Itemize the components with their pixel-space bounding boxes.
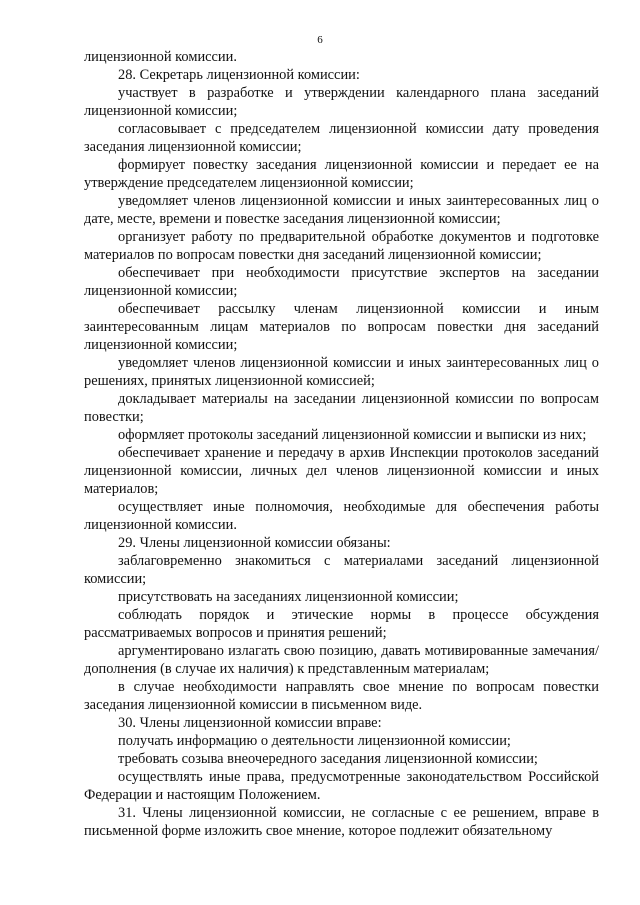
paragraph: обеспечивает при необходимости присутствие экспертов на заседании лицензионной комиссии; — [84, 265, 599, 299]
paragraph: докладывает материалы на заседании лицензионной комиссии по вопросам повестки; — [84, 391, 599, 425]
section-28-heading: 28. Секретарь лицензионной комиссии: — [118, 67, 360, 83]
paragraph: участвует в разработке и утверждении календарного плана заседаний лицензионной комиссии; — [84, 85, 599, 119]
paragraph: уведомляет членов лицензионной комиссии и иных заинтересованных лиц о решениях, принятых лицензионной комиссией; — [84, 355, 599, 389]
paragraph-continuation: лицензионной комиссии. — [84, 49, 237, 65]
paragraph: в случае необходимости направлять свое мнение по вопросам повестки заседания лицензионной комиссии в письменном виде. — [84, 679, 599, 713]
paragraph: согласовывает с председателем лицензионной комиссии дату проведения заседания лицензионной комиссии; — [84, 121, 599, 155]
document-body — [84, 48, 599, 840]
section-29-heading: 29. Члены лицензионной комиссии обязаны: — [118, 535, 391, 551]
paragraph: аргументировано излагать свою позицию, давать мотивированные замечания/дополнения (в случае их наличия) к представленным материалам; — [84, 643, 599, 677]
paragraph: получать информацию о деятельности лицензионной комиссии; — [118, 733, 511, 749]
paragraph: осуществлять иные права, предусмотренные законодательством Российской Федерации и настоящим Положением. — [84, 769, 599, 803]
paragraph: уведомляет членов лицензионной комиссии и иных заинтересованных лиц о дате, месте, времени и повестке заседания лицензионной комиссии; — [84, 193, 599, 227]
paragraph: требовать созыва внеочередного заседания лицензионной комиссии; — [118, 751, 538, 767]
paragraph: обеспечивает рассылку членам лицензионной комиссии и иным заинтересованным лицам материалов по вопросам повестки дня заседаний лицензионной комиссии; — [84, 301, 599, 353]
paragraph: соблюдать порядок и этические нормы в процессе обсуждения рассматриваемых вопросов и принятия решений; — [84, 607, 599, 641]
paragraph: формирует повестку заседания лицензионной комиссии и передает ее на утверждение председателем лицензионной комиссии; — [84, 157, 599, 191]
paragraph: организует работу по предварительной обработке документов и подготовке материалов по вопросам повестки дня заседаний лицензионной комиссии; — [84, 229, 599, 263]
paragraph: оформляет протоколы заседаний лицензионной комиссии и выписки из них; — [118, 427, 587, 443]
paragraph: присутствовать на заседаниях лицензионной комиссии; — [118, 589, 459, 605]
paragraph: обеспечивает хранение и передачу в архив Инспекции протоколов заседаний лицензионной комиссии, личных дел членов лицензионной комиссии и иных материалов; — [84, 445, 599, 497]
paragraph: осуществляет иные полномочия, необходимые для обеспечения работы лицензионной комиссии. — [84, 499, 599, 533]
section-31-paragraph: 31. Члены лицензионной комиссии, не согласные с ее решением, вправе в письменной форме изложить свое мнение, которое подлежит обязательному — [84, 805, 599, 839]
page-number: 6 — [317, 34, 323, 46]
paragraph: заблаговременно знакомиться с материалами заседаний лицензионной комиссии; — [84, 553, 599, 587]
section-30-heading: 30. Члены лицензионной комиссии вправе: — [118, 715, 382, 731]
